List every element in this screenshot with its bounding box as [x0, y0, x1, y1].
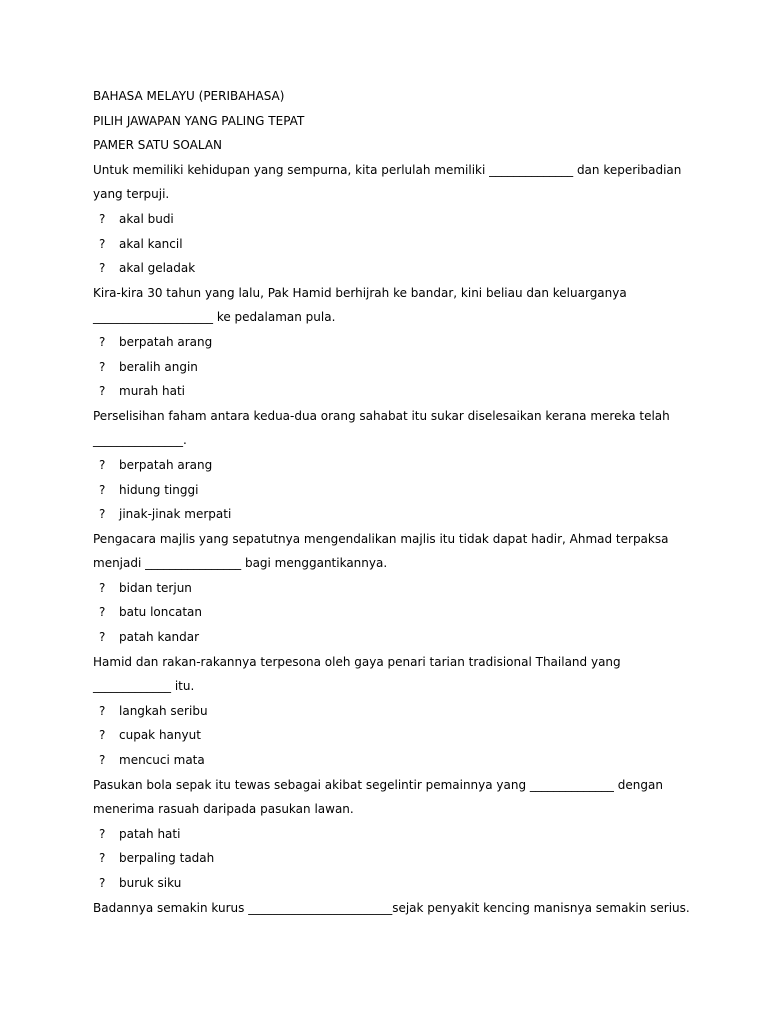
question-text-line: Untuk memiliki kehidupan yang sempurna, kita perlulah memiliki ______________ dan keperibadian — [93, 162, 682, 177]
answer-option — [93, 478, 693, 503]
question-block — [93, 404, 693, 527]
answer-option — [93, 871, 693, 896]
option-bullet: ? — [99, 580, 106, 595]
answer-option — [93, 822, 693, 847]
question-block — [93, 773, 693, 896]
option-label: berpatah arang — [119, 334, 213, 349]
question-block — [93, 650, 693, 773]
option-label: akal budi — [119, 211, 174, 226]
option-bullet: ? — [99, 753, 106, 768]
answer-option — [93, 502, 693, 527]
option-label: beralih angin — [119, 359, 198, 374]
option-label: jinak-jinak merpati — [119, 507, 232, 522]
option-bullet: ? — [99, 728, 106, 743]
option-bullet: ? — [99, 826, 106, 841]
option-bullet: ? — [99, 334, 106, 349]
option-label: buruk siku — [119, 876, 182, 890]
option-bullet: ? — [99, 630, 106, 645]
answer-option — [93, 256, 693, 281]
option-label: akal geladak — [119, 261, 196, 276]
subject-heading: BAHASA MELAYU (PERIBAHASA) — [93, 89, 285, 103]
question-list — [93, 158, 693, 920]
option-label: bidan terjun — [119, 580, 192, 595]
option-bullet: ? — [99, 384, 106, 399]
answer-option — [93, 600, 693, 625]
option-bullet: ? — [99, 359, 106, 374]
answer-option — [93, 379, 693, 404]
question-text-line: yang terpuji. — [93, 187, 170, 202]
question-block — [93, 527, 693, 650]
answer-option — [93, 232, 693, 257]
note-heading: PAMER SATU SOALAN — [93, 138, 223, 153]
option-bullet: ? — [99, 261, 106, 276]
answer-option — [93, 699, 693, 724]
option-label: akal kancil — [119, 236, 183, 251]
option-label: cupak hanyut — [119, 728, 201, 743]
answer-option — [93, 625, 693, 650]
question-block — [93, 158, 693, 281]
option-label: mencuci mata — [119, 753, 205, 768]
question-text-line: Pengacara majlis yang sepatutnya mengendalikan majlis itu tidak dapat hadir, Ahmad terpaksa — [93, 531, 669, 546]
answer-option — [93, 207, 693, 232]
question-text-line: _____________ itu. — [93, 679, 195, 694]
option-bullet: ? — [99, 482, 106, 497]
option-bullet: ? — [99, 507, 106, 522]
question-text-line: Hamid dan rakan-rakannya terpesona oleh gaya penari tarian tradisional Thailand yang — [93, 654, 621, 669]
question-text-line: Perselisihan faham antara kedua-dua orang sahabat itu sukar diselesaikan kerana mereka telah — [93, 408, 670, 423]
document-page — [93, 84, 693, 920]
answer-option — [93, 576, 693, 601]
question-text-line: menjadi ________________ bagi menggantikannya. — [93, 556, 388, 571]
question-text-line: _______________. — [93, 433, 187, 448]
answer-option — [93, 453, 693, 478]
question-text-line: ____________________ ke pedalaman pula. — [93, 310, 336, 325]
answer-option — [93, 846, 693, 871]
answer-option — [93, 723, 693, 748]
answer-option — [93, 330, 693, 355]
option-label: patah kandar — [119, 630, 200, 645]
option-label: berpaling tadah — [119, 851, 215, 866]
answer-option — [93, 748, 693, 773]
instruction-heading: PILIH JAWAPAN YANG PALING TEPAT — [93, 113, 305, 128]
option-bullet: ? — [99, 703, 106, 718]
option-label: murah hati — [119, 384, 185, 399]
option-label: langkah seribu — [119, 703, 208, 718]
option-label: hidung tinggi — [119, 482, 199, 497]
question-block — [93, 281, 693, 404]
answer-option — [93, 355, 693, 380]
option-bullet: ? — [99, 211, 106, 226]
question-text-line: menerima rasuah daripada pasukan lawan. — [93, 802, 354, 817]
option-bullet: ? — [99, 236, 106, 251]
question-block — [93, 896, 693, 921]
question-text-line: Badannya semakin kurus ________________________sejak penyakit kencing manisnya semakin serius. — [93, 900, 690, 915]
option-bullet: ? — [99, 851, 106, 866]
option-label: batu loncatan — [119, 605, 202, 620]
option-bullet: ? — [99, 605, 106, 620]
option-bullet: ? — [99, 457, 106, 472]
question-text-line: Pasukan bola sepak itu tewas sebagai akibat segelintir pemainnya yang ______________ dengan — [93, 777, 663, 792]
option-bullet: ? — [99, 876, 106, 890]
option-label: berpatah arang — [119, 457, 213, 472]
question-text-line: Kira-kira 30 tahun yang lalu, Pak Hamid berhijrah ke bandar, kini beliau dan keluarganya — [93, 285, 627, 300]
option-label: patah hati — [119, 826, 181, 841]
